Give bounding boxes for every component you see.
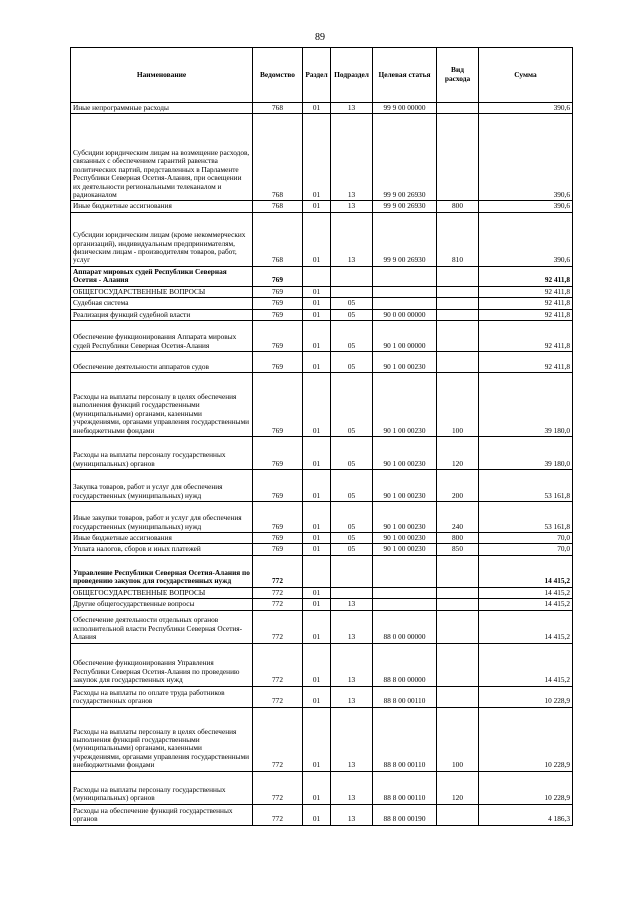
cell-celevaya: 90 1 00 00230 [373,501,437,532]
cell-vedomstvo: 769 [253,532,303,543]
cell-celevaya [373,298,437,309]
cell-vid: 200 [437,469,479,501]
cell-vid [437,298,479,309]
cell-vid [437,643,479,686]
table-row [71,544,573,555]
cell-vedomstvo: 772 [253,587,303,598]
header-vid: Вид расхода [437,48,479,103]
cell-name: Обеспечение деятельности аппаратов судов [71,351,253,372]
table-row [71,212,573,266]
cell-razdel: 01 [303,501,331,532]
cell-name: ОБЩЕГОСУДАРСТВЕННЫЕ ВОПРОСЫ [71,286,253,297]
cell-podrazdel: 05 [331,372,373,436]
cell-razdel: 01 [303,436,331,469]
header-podrazdel: Подраздел [331,48,373,103]
cell-name: Иные закупки товаров, работ и услуг для обеспечения государственных (муниципальных) нужд [71,501,253,532]
cell-podrazdel: 05 [331,436,373,469]
cell-razdel: 01 [303,309,331,320]
header-name: Наименование [71,48,253,103]
cell-razdel: 01 [303,532,331,543]
cell-podrazdel [331,266,373,286]
cell-celevaya: 88 8 00 00000 [373,643,437,686]
table-row [71,201,573,212]
cell-name: Аппарат мировых судей Республики Северная Осетия - Алания [71,266,253,286]
cell-vid: 850 [437,544,479,555]
cell-vedomstvo: 772 [253,555,303,587]
cell-podrazdel: 13 [331,707,373,771]
cell-razdel: 01 [303,103,331,114]
cell-summa: 53 161,8 [479,501,573,532]
table-row [71,804,573,825]
cell-vid [437,309,479,320]
cell-celevaya: 90 1 00 00230 [373,532,437,543]
cell-celevaya: 90 1 00 00230 [373,469,437,501]
table-row [71,707,573,771]
cell-vid [437,266,479,286]
table-row [71,555,573,587]
table-row [71,436,573,469]
cell-name: Управление Республики Северная Осетия-Алания по проведению закупок для государственных нужд [71,555,253,587]
cell-celevaya: 99 9 00 26930 [373,201,437,212]
table-row [71,266,573,286]
cell-razdel: 01 [303,351,331,372]
cell-vedomstvo: 772 [253,643,303,686]
cell-vedomstvo: 769 [253,266,303,286]
page-number: 89 [315,32,325,43]
cell-vedomstvo: 772 [253,610,303,643]
cell-podrazdel [331,555,373,587]
cell-name: Закупка товаров, работ и услуг для обеспечения государственных (муниципальных) нужд [71,469,253,501]
cell-podrazdel: 13 [331,610,373,643]
cell-summa: 92 411,8 [479,266,573,286]
table-row [71,643,573,686]
cell-vid: 120 [437,436,479,469]
cell-vid: 100 [437,707,479,771]
cell-vedomstvo: 769 [253,298,303,309]
cell-vedomstvo: 772 [253,686,303,707]
cell-podrazdel: 13 [331,201,373,212]
cell-celevaya: 88 8 00 00110 [373,686,437,707]
cell-name: Субсидии юридическим лицам на возмещение расходов, связанных с обеспечением гарантий равенства политических партий, представленных в Парламенте Республики Северная Осетия-Алания, при освещении их деятельности региональными телеканалом и радиоканалом [71,114,253,201]
cell-celevaya: 88 8 00 00110 [373,771,437,804]
cell-name: Иные бюджетные ассигнования [71,532,253,543]
cell-razdel: 01 [303,599,331,610]
cell-celevaya: 90 1 00 00230 [373,436,437,469]
cell-podrazdel: 13 [331,686,373,707]
cell-razdel: 01 [303,469,331,501]
cell-summa: 39 180,0 [479,372,573,436]
cell-razdel: 01 [303,804,331,825]
cell-summa: 10 228,9 [479,707,573,771]
cell-vedomstvo: 772 [253,599,303,610]
cell-podrazdel: 05 [331,298,373,309]
cell-vedomstvo: 769 [253,501,303,532]
cell-vid [437,103,479,114]
cell-vedomstvo: 769 [253,286,303,297]
cell-summa: 14 415,2 [479,555,573,587]
cell-vid: 120 [437,771,479,804]
cell-celevaya [373,266,437,286]
cell-vedomstvo: 769 [253,544,303,555]
cell-vid: 240 [437,501,479,532]
cell-vid: 810 [437,212,479,266]
cell-celevaya: 99 9 00 26930 [373,114,437,201]
cell-summa: 70,0 [479,532,573,543]
cell-name: ОБЩЕГОСУДАРСТВЕННЫЕ ВОПРОСЫ [71,587,253,598]
cell-vid [437,286,479,297]
cell-vedomstvo: 769 [253,309,303,320]
cell-summa: 39 180,0 [479,436,573,469]
cell-podrazdel: 05 [331,469,373,501]
table-row [71,501,573,532]
table-row [71,320,573,351]
cell-celevaya: 90 1 00 00230 [373,372,437,436]
cell-razdel: 01 [303,286,331,297]
table-row [71,469,573,501]
cell-summa: 92 411,8 [479,286,573,297]
cell-razdel: 01 [303,587,331,598]
table-body [71,103,573,826]
cell-celevaya: 90 1 00 00230 [373,351,437,372]
cell-summa: 14 415,2 [479,587,573,598]
cell-vid: 800 [437,201,479,212]
cell-summa: 4 186,3 [479,804,573,825]
cell-vid: 800 [437,532,479,543]
cell-vid [437,804,479,825]
cell-razdel: 01 [303,114,331,201]
table-row [71,103,573,114]
cell-celevaya [373,286,437,297]
header-summa: Сумма [479,48,573,103]
cell-name: Уплата налогов, сборов и иных платежей [71,544,253,555]
table-row [71,351,573,372]
cell-name: Субсидии юридическим лицам (кроме некоммерческих организаций), индивидуальным предпринимателям, физическим лицам - производителям товаров, работ, услуг [71,212,253,266]
cell-summa: 390,6 [479,212,573,266]
cell-podrazdel: 13 [331,771,373,804]
cell-celevaya: 90 0 00 00000 [373,309,437,320]
cell-name: Расходы на выплаты персоналу государственных (муниципальных) органов [71,436,253,469]
cell-summa: 92 411,8 [479,351,573,372]
cell-podrazdel [331,587,373,598]
cell-vid [437,587,479,598]
cell-name: Расходы на выплаты персоналу в целях обеспечения выполнения функций государственными (муниципальными) органами, казенными учреждениями, органами управления государственными внебюджетными фондами [71,372,253,436]
cell-summa: 390,6 [479,201,573,212]
budget-table [70,47,573,826]
cell-razdel: 01 [303,643,331,686]
cell-razdel: 01 [303,212,331,266]
cell-podrazdel: 13 [331,643,373,686]
cell-vedomstvo: 768 [253,201,303,212]
cell-name: Расходы на выплаты персоналу в целях обеспечения выполнения функций государственными (муниципальными) органами, казенными учреждениями, органами управления государственными внебюджетными фондами [71,707,253,771]
cell-razdel: 01 [303,686,331,707]
cell-podrazdel: 13 [331,599,373,610]
cell-razdel: 01 [303,610,331,643]
cell-vedomstvo: 769 [253,469,303,501]
cell-name: Обеспечение функционирования Аппарата мировых судей Республики Северная Осетия-Алания [71,320,253,351]
cell-summa: 14 415,2 [479,610,573,643]
cell-summa: 14 415,2 [479,599,573,610]
cell-summa: 14 415,2 [479,643,573,686]
cell-razdel: 01 [303,372,331,436]
cell-podrazdel: 05 [331,501,373,532]
cell-name: Расходы на обеспечение функций государственных органов [71,804,253,825]
cell-razdel: 01 [303,201,331,212]
cell-summa: 390,6 [479,103,573,114]
cell-celevaya [373,599,437,610]
cell-celevaya: 99 9 00 00000 [373,103,437,114]
cell-summa: 53 161,8 [479,469,573,501]
cell-razdel: 01 [303,320,331,351]
cell-celevaya: 90 1 00 00000 [373,320,437,351]
cell-podrazdel: 05 [331,351,373,372]
cell-name: Иные бюджетные ассигнования [71,201,253,212]
cell-summa: 10 228,9 [479,771,573,804]
cell-razdel: 01 [303,544,331,555]
table-row [71,372,573,436]
cell-vid [437,114,479,201]
cell-celevaya: 88 8 00 00110 [373,707,437,771]
cell-vedomstvo: 772 [253,771,303,804]
cell-vedomstvo: 769 [253,372,303,436]
cell-summa: 92 411,8 [479,309,573,320]
cell-vid [437,555,479,587]
cell-vedomstvo: 768 [253,212,303,266]
table-row [71,587,573,598]
table-row [71,309,573,320]
cell-name: Расходы на выплаты по оплате труда работников государственных органов [71,686,253,707]
cell-celevaya: 88 8 00 00190 [373,804,437,825]
cell-vid [437,610,479,643]
table-row [71,532,573,543]
cell-summa: 70,0 [479,544,573,555]
table-row [71,286,573,297]
header-razdel: Раздел [303,48,331,103]
table-row [71,686,573,707]
table-row [71,771,573,804]
cell-podrazdel: 13 [331,103,373,114]
cell-podrazdel: 05 [331,544,373,555]
cell-vedomstvo: 768 [253,103,303,114]
cell-podrazdel: 13 [331,212,373,266]
cell-celevaya: 88 0 00 00000 [373,610,437,643]
cell-summa: 92 411,8 [479,298,573,309]
cell-vid [437,686,479,707]
table-row [71,298,573,309]
cell-name: Обеспечение функционирования Управления Республики Северная Осетия-Алания по проведению закупок для государственных нужд [71,643,253,686]
header-celevaya: Целевая статья [373,48,437,103]
cell-summa: 92 411,8 [479,320,573,351]
cell-vedomstvo: 772 [253,707,303,771]
cell-vid [437,351,479,372]
cell-vid [437,320,479,351]
cell-podrazdel: 13 [331,114,373,201]
cell-podrazdel: 05 [331,532,373,543]
cell-summa: 390,6 [479,114,573,201]
header-vedomstvo: Ведомство [253,48,303,103]
cell-podrazdel: 05 [331,309,373,320]
cell-celevaya: 99 9 00 26930 [373,212,437,266]
cell-name: Другие общегосударственные вопросы [71,599,253,610]
table-row [71,610,573,643]
cell-razdel: 01 [303,771,331,804]
cell-vedomstvo: 769 [253,436,303,469]
cell-razdel: 01 [303,298,331,309]
cell-podrazdel: 05 [331,320,373,351]
table-row [71,114,573,201]
cell-vedomstvo: 772 [253,804,303,825]
cell-razdel [303,555,331,587]
cell-vid [437,599,479,610]
cell-celevaya [373,587,437,598]
cell-name: Расходы на выплаты персоналу государственных (муниципальных) органов [71,771,253,804]
cell-name: Иные непрограммные расходы [71,103,253,114]
cell-summa: 10 228,9 [479,686,573,707]
cell-vedomstvo: 769 [253,351,303,372]
cell-vid: 100 [437,372,479,436]
table-row [71,599,573,610]
cell-name: Судебная система [71,298,253,309]
cell-razdel [303,266,331,286]
cell-celevaya [373,555,437,587]
cell-vedomstvo: 768 [253,114,303,201]
cell-celevaya: 90 1 00 00230 [373,544,437,555]
table-header-row [71,48,573,103]
cell-podrazdel: 13 [331,804,373,825]
cell-podrazdel [331,286,373,297]
cell-name: Обеспечение деятельности отдельных органов исполнительной власти Республики Северная Осетия-Алания [71,610,253,643]
cell-vedomstvo: 769 [253,320,303,351]
cell-name: Реализация функций судебной власти [71,309,253,320]
cell-razdel: 01 [303,707,331,771]
